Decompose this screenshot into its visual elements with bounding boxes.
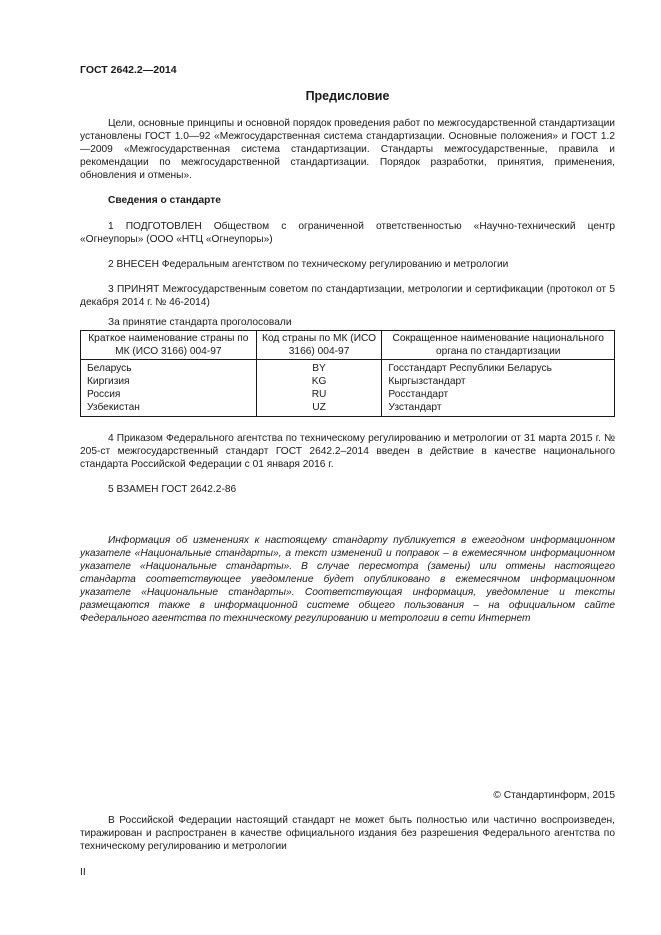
voting-table (80, 330, 615, 417)
cell-code: KG (256, 375, 382, 388)
cell-code: BY (256, 360, 382, 376)
table-row (81, 401, 615, 417)
table-row (81, 375, 615, 388)
document-code-header: ГОСТ 2642.2—2014 (80, 64, 177, 76)
page-title: Предисловие (305, 89, 390, 103)
reproduction-rights-notice: В Российской Федерации настоящий стандарт не может быть полностью или частично воспроизведен, тиражирован и распространен в качестве официального издания без разрешения Федерального агентства по техническому регулированию и метрологии (80, 815, 615, 852)
cell-code: RU (256, 388, 382, 401)
cell-body: Узстандарт (382, 401, 615, 417)
item-prepared: 1 ПОДГОТОВЛЕН Обществом с ограниченной ответственностью «Научно-технический центр «Огнеупоры» (ООО «НТЦ «Огнеупоры») (80, 221, 615, 245)
table-row (81, 360, 615, 376)
page-number: II (80, 867, 86, 878)
intro-paragraph: Цели, основные принципы и основной порядок проведения работ по межгосударственной стандартизации установлены ГОСТ 1.0—92 «Межгосударственная система стандартизации. Основные положения» и ГОСТ 1.2—2009 «Межгосударственная система стандартизации. Стандарты межгосударственные, правила и рекомендации по межгосударственной стандартизации. Порядок разработки, принятия, применения, обновления и отмены». (80, 118, 615, 181)
cell-code: UZ (256, 401, 382, 417)
cell-country: Киргизия (81, 375, 257, 388)
cell-country: Узбекистан (81, 401, 257, 417)
header-standards-body: Сокращенное наименование национального органа по стандартизации (382, 331, 615, 360)
changes-info-note: Информация об изменениях к настоящему стандарту публикуется в ежегодном информационном указателе «Национальные стандарты», а текст изменений и поправок – в ежемесячном информационном указателе «Национальные стандарты». В случае пересмотра (замены) или отмены настоящего стандарта соответствующее уведомление будет опубликовано в ежемесячном информационном указателе «Национальные стандарты». Соответствующая информация, уведомление и тексты размещаются также в информационной системе общего пользования – на официальном сайте Федерального агентства по техническому регулированию и метрологии в сети Интернет (80, 535, 615, 624)
header-country-code: Код страны по МК (ИСО 3166) 004-97 (256, 331, 382, 360)
document-page (80, 0, 615, 935)
section-heading: Сведения о стандарте (108, 195, 221, 206)
item-introduced: 2 ВНЕСЕН Федеральным агентством по техническому регулированию и метрологии (108, 259, 509, 270)
cell-country: Беларусь (81, 360, 257, 376)
vote-caption: За принятие стандарта проголосовали (108, 317, 292, 328)
cell-body: Госстандарт Республики Беларусь (382, 360, 615, 376)
cell-body: Росстандарт (382, 388, 615, 401)
cell-country: Россия (81, 388, 257, 401)
item-adopted: 3 ПРИНЯТ Межгосударственным советом по стандартизации, метрологии и сертификации (протокол от 5 декабря 2014 г. № 46-2014) (80, 284, 615, 308)
item-order: 4 Приказом Федерального агентства по техническому регулированию и метрологии от 31 марта 2015 г. № 205-ст межгосударственный стандарт ГОСТ 2642.2–2014 введен в действие в качестве национального стандарта Российской Федерации с 01 января 2016 г. (80, 433, 615, 470)
table-header-row (81, 331, 615, 360)
item-replaces: 5 ВЗАМЕН ГОСТ 2642.2-86 (108, 484, 237, 495)
header-country-name: Краткое наименование страны по МК (ИСО 3166) 004-97 (81, 331, 257, 360)
cell-body: Кыргызстандарт (382, 375, 615, 388)
copyright-line: © Стандартинформ, 2015 (493, 790, 615, 801)
table-row (81, 388, 615, 401)
